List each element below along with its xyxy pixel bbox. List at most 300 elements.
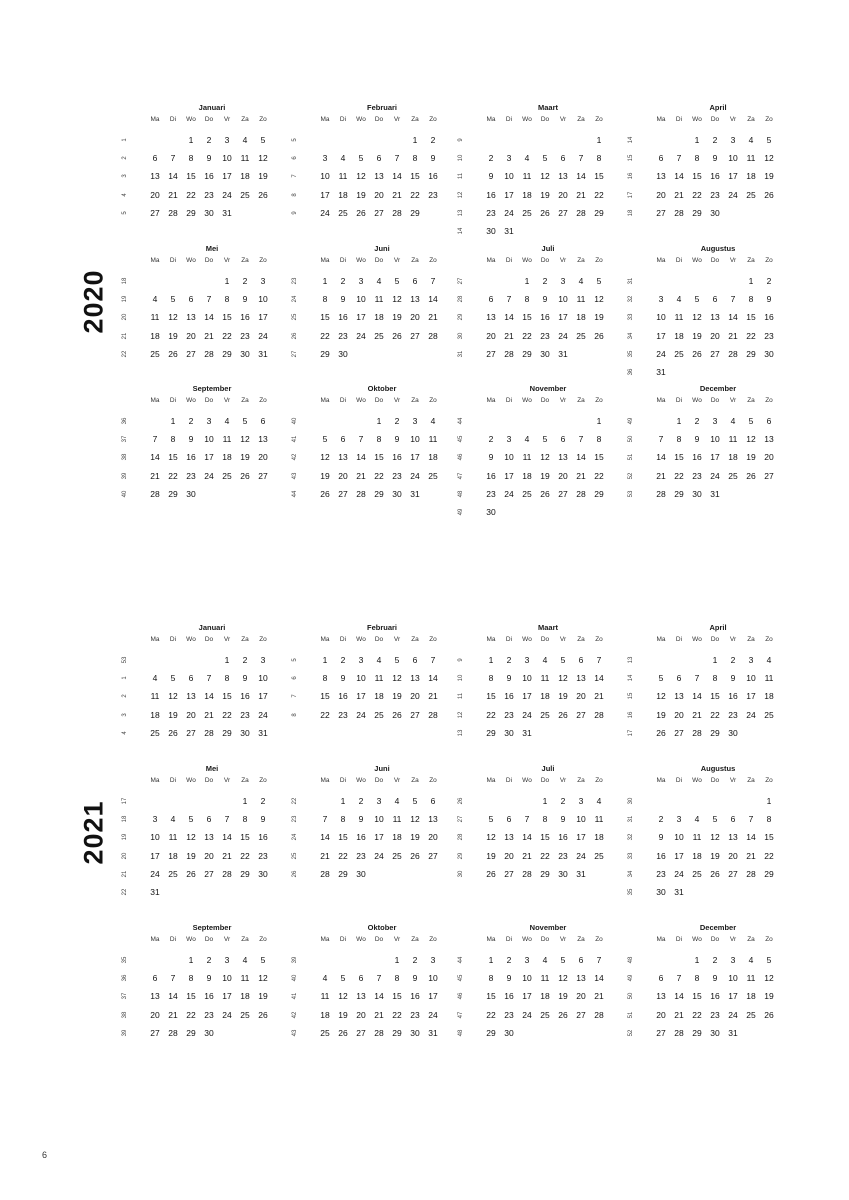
day-cell: 16 <box>710 171 720 182</box>
day-cell: 11 <box>150 691 160 702</box>
weekday-header: Vr <box>393 116 401 123</box>
weekday-header: Ma <box>656 777 666 784</box>
day-cell: 9 <box>430 153 436 164</box>
week-number: 11 <box>458 173 464 180</box>
weekday-header: Za <box>577 936 585 943</box>
day-cell: 14 <box>504 312 514 323</box>
day-cell: 14 <box>168 991 178 1002</box>
weekday-header: Wo <box>522 397 532 404</box>
day-cell: 21 <box>168 1009 178 1020</box>
day-cell: 30 <box>540 348 550 359</box>
day-cell: 6 <box>658 153 664 164</box>
day-cell: 23 <box>392 470 402 481</box>
week-number: 32 <box>628 834 634 841</box>
day-cell: 10 <box>150 832 160 843</box>
day-cell: 3 <box>430 955 436 965</box>
weekday-header: Vr <box>729 777 737 784</box>
day-cell: 22 <box>674 470 684 481</box>
day-cell: 15 <box>764 832 774 843</box>
weekday-header: Ma <box>320 936 330 943</box>
weekday-header: Vr <box>223 397 231 404</box>
day-cell: 12 <box>168 312 178 323</box>
day-cell: 27 <box>504 868 514 879</box>
day-cell: 15 <box>320 691 330 702</box>
day-cell: 17 <box>222 991 232 1002</box>
day-cell: 2 <box>488 153 494 164</box>
week-row <box>458 167 612 185</box>
day-cell: 19 <box>540 189 550 200</box>
weekday-header: Di <box>339 636 347 643</box>
week-number: 15 <box>628 693 634 700</box>
day-cell: 1 <box>242 796 248 806</box>
day-cell: 28 <box>594 709 604 720</box>
day-cell: 22 <box>186 189 196 200</box>
day-cell: 22 <box>594 189 604 200</box>
day-cell: 2 <box>206 955 212 965</box>
day-cell: 20 <box>656 1009 666 1020</box>
day-cell: 13 <box>374 171 384 182</box>
day-cell: 1 <box>596 416 602 426</box>
day-cell: 6 <box>260 416 266 426</box>
day-cell: 27 <box>410 330 420 341</box>
day-cell: 16 <box>728 691 738 702</box>
weekday-header: Za <box>577 636 585 643</box>
day-cell: 17 <box>504 189 514 200</box>
day-cell: 7 <box>206 294 212 305</box>
day-cell: 1 <box>542 796 548 806</box>
weekday-header: Ma <box>320 116 330 123</box>
day-cell: 30 <box>486 507 496 517</box>
week-number: 49 <box>628 417 634 425</box>
week-row <box>628 308 782 326</box>
weekday-header: Wo <box>522 116 532 123</box>
day-cell: 3 <box>376 796 382 806</box>
day-cell: 25 <box>674 348 684 359</box>
weekday-header: Ma <box>150 397 160 404</box>
week-number: 31 <box>628 277 634 285</box>
day-cell: 11 <box>522 452 532 463</box>
day-cell: 2 <box>242 276 248 286</box>
day-cell: 19 <box>356 189 366 200</box>
day-cell: 18 <box>576 312 586 323</box>
day-cell: 25 <box>540 1009 550 1020</box>
week-number: 30 <box>458 870 464 878</box>
day-cell: 9 <box>506 973 512 984</box>
day-cell: 11 <box>594 814 604 825</box>
day-cell: 28 <box>576 207 586 218</box>
weekday-header: Di <box>169 397 177 404</box>
day-cell: 28 <box>504 348 514 359</box>
week-number: 2 <box>122 156 128 160</box>
day-cell: 6 <box>412 276 418 286</box>
day-cell: 27 <box>656 207 666 218</box>
weekday-header: Za <box>747 116 755 123</box>
week-number: 45 <box>458 435 464 443</box>
weekday-header: Zo <box>765 936 773 943</box>
day-cell: 30 <box>204 207 214 218</box>
day-cell: 27 <box>728 868 738 879</box>
day-cell: 12 <box>186 832 196 843</box>
day-cell: 23 <box>504 709 514 720</box>
day-cell: 7 <box>224 814 230 825</box>
weekday-header: Di <box>675 116 683 123</box>
week-row <box>458 810 612 828</box>
day-cell: 17 <box>728 171 738 182</box>
day-cell: 12 <box>764 973 774 984</box>
week-row <box>628 131 782 149</box>
weekday-header: Di <box>169 257 177 264</box>
day-cell: 1 <box>412 135 418 145</box>
day-cell: 16 <box>356 832 366 843</box>
day-cell: 17 <box>258 312 268 323</box>
day-cell: 31 <box>150 887 160 897</box>
week-number: 16 <box>628 173 634 180</box>
weekday-header: Ma <box>656 936 666 943</box>
day-cell: 6 <box>152 153 158 164</box>
weekday-header: Vr <box>729 257 737 264</box>
week-number: 20 <box>122 852 128 859</box>
day-cell: 28 <box>728 348 738 359</box>
week-number: 25 <box>292 314 298 321</box>
day-cell: 6 <box>506 814 512 825</box>
day-cell: 21 <box>428 691 438 702</box>
week-row <box>628 272 782 290</box>
day-cell: 19 <box>410 832 420 843</box>
day-cell: 9 <box>712 973 718 984</box>
day-cell: 22 <box>338 850 348 861</box>
day-cell: 27 <box>374 207 384 218</box>
day-cell: 18 <box>240 171 250 182</box>
day-cell: 8 <box>712 673 718 684</box>
weekday-header: Vr <box>223 116 231 123</box>
day-cell: 22 <box>240 850 250 861</box>
day-cell: 9 <box>188 434 194 445</box>
day-cell: 17 <box>504 470 514 481</box>
weekday-header: Do <box>204 636 214 643</box>
weekday-header: Wo <box>522 777 532 784</box>
day-cell: 24 <box>558 330 568 341</box>
weekday-header: Ma <box>656 257 666 264</box>
day-cell: 16 <box>656 850 666 861</box>
day-cell: 7 <box>596 655 602 665</box>
day-cell: 8 <box>542 814 548 825</box>
day-cell: 11 <box>692 832 702 843</box>
day-cell: 1 <box>170 416 176 426</box>
week-number: 44 <box>292 490 298 498</box>
week-row <box>458 485 612 503</box>
day-cell: 6 <box>188 673 194 684</box>
day-cell: 2 <box>188 416 194 426</box>
day-cell: 7 <box>358 434 364 445</box>
week-number: 13 <box>628 656 634 664</box>
day-cell: 18 <box>428 452 438 463</box>
day-cell: 28 <box>576 488 586 499</box>
day-cell: 27 <box>150 207 160 218</box>
weekday-header: Ma <box>656 116 666 123</box>
week-row <box>122 327 276 345</box>
week-row <box>122 865 276 883</box>
weekday-header: Za <box>747 936 755 943</box>
day-cell: 15 <box>410 171 420 182</box>
day-cell: 22 <box>320 709 330 720</box>
day-cell: 11 <box>338 171 348 182</box>
week-row <box>292 687 446 705</box>
week-row <box>122 883 276 901</box>
day-cell: 24 <box>410 470 420 481</box>
week-number: 14 <box>458 227 464 235</box>
weekday-header: Wo <box>692 777 702 784</box>
day-cell: 7 <box>322 814 328 825</box>
day-cell: 14 <box>656 452 666 463</box>
day-cell: 13 <box>674 691 684 702</box>
day-cell: 29 <box>746 348 756 359</box>
weekday-header: Vr <box>393 777 401 784</box>
day-cell: 6 <box>376 153 382 164</box>
week-row <box>292 430 446 448</box>
day-cell: 1 <box>596 135 602 145</box>
week-row <box>628 167 782 185</box>
day-cell: 8 <box>596 434 602 445</box>
weekday-header: Zo <box>429 777 437 784</box>
day-cell: 21 <box>594 691 604 702</box>
day-cell: 3 <box>358 276 364 286</box>
day-cell: 3 <box>748 655 754 665</box>
day-cell: 17 <box>410 452 420 463</box>
weekday-header: Zo <box>595 636 603 643</box>
day-cell: 23 <box>486 488 496 499</box>
day-cell: 23 <box>204 1009 214 1020</box>
day-cell: 24 <box>522 1009 532 1020</box>
day-cell: 7 <box>430 276 436 286</box>
week-row <box>628 792 782 810</box>
weekday-header: Di <box>505 116 513 123</box>
day-cell: 5 <box>188 814 194 825</box>
week-number: 15 <box>628 154 634 162</box>
day-cell: 3 <box>676 814 682 825</box>
day-cell: 4 <box>730 416 736 426</box>
week-row <box>628 706 782 724</box>
day-cell: 17 <box>428 991 438 1002</box>
day-cell: 9 <box>488 171 494 182</box>
day-cell: 26 <box>540 488 550 499</box>
week-row <box>628 327 782 345</box>
day-cell: 10 <box>728 153 738 164</box>
day-cell: 22 <box>222 330 232 341</box>
week-number: 37 <box>122 435 128 443</box>
day-cell: 26 <box>764 189 774 200</box>
day-cell: 8 <box>694 153 700 164</box>
week-number: 39 <box>122 1029 128 1037</box>
day-cell: 18 <box>522 470 532 481</box>
week-row <box>122 1024 276 1042</box>
week-number: 38 <box>122 454 128 461</box>
day-cell: 27 <box>428 850 438 861</box>
weekday-header: Ma <box>486 636 496 643</box>
weekday-header: Ma <box>656 397 666 404</box>
day-cell: 22 <box>486 1009 496 1020</box>
week-number: 39 <box>122 472 128 479</box>
week-row <box>628 204 782 222</box>
weekday-header: Do <box>374 636 384 643</box>
week-row <box>292 828 446 846</box>
week-number: 18 <box>122 815 128 823</box>
day-cell: 29 <box>710 727 720 738</box>
day-cell: 24 <box>356 330 366 341</box>
day-cell: 6 <box>560 153 566 164</box>
weekday-header: Di <box>169 936 177 943</box>
day-cell: 13 <box>356 991 366 1002</box>
day-cell: 5 <box>322 434 328 445</box>
week-number: 22 <box>122 350 128 358</box>
week-row <box>628 485 782 503</box>
day-cell: 6 <box>206 814 212 825</box>
weekday-header: Wo <box>186 636 196 643</box>
day-cell: 11 <box>222 434 232 445</box>
day-cell: 31 <box>522 727 532 738</box>
week-row <box>628 651 782 669</box>
day-cell: 9 <box>242 294 248 305</box>
day-cell: 26 <box>168 348 178 359</box>
week-row <box>458 412 612 430</box>
day-cell: 30 <box>356 868 366 879</box>
day-cell: 15 <box>486 691 496 702</box>
day-cell: 29 <box>674 488 684 499</box>
day-cell: 13 <box>204 832 214 843</box>
day-cell: 8 <box>340 814 346 825</box>
day-cell: 3 <box>658 294 664 305</box>
weekday-header: Do <box>540 397 550 404</box>
day-cell: 5 <box>260 135 266 145</box>
week-number: 46 <box>458 454 464 461</box>
day-cell: 15 <box>392 991 402 1002</box>
day-cell: 25 <box>728 470 738 481</box>
day-cell: 19 <box>186 850 196 861</box>
week-number: 52 <box>628 472 634 479</box>
day-cell: 8 <box>524 294 530 305</box>
day-cell: 26 <box>356 207 366 218</box>
weekday-header: Vr <box>729 397 737 404</box>
day-cell: 18 <box>150 709 160 720</box>
weekday-header: Do <box>374 936 384 943</box>
day-cell: 29 <box>522 348 532 359</box>
week-row <box>122 430 276 448</box>
day-cell: 27 <box>558 488 568 499</box>
day-cell: 30 <box>258 868 268 879</box>
day-cell: 5 <box>412 796 418 806</box>
day-cell: 24 <box>522 709 532 720</box>
day-cell: 28 <box>674 1027 684 1038</box>
day-cell: 16 <box>240 691 250 702</box>
day-cell: 22 <box>320 330 330 341</box>
weekday-header: Vr <box>559 636 567 643</box>
weekday-header: Zo <box>595 777 603 784</box>
day-cell: 9 <box>488 452 494 463</box>
day-cell: 13 <box>504 832 514 843</box>
day-cell: 21 <box>392 189 402 200</box>
day-cell: 25 <box>150 348 160 359</box>
day-cell: 3 <box>412 416 418 426</box>
weekday-header: Di <box>169 636 177 643</box>
week-row <box>628 969 782 987</box>
day-cell: 23 <box>186 470 196 481</box>
day-cell: 21 <box>692 709 702 720</box>
day-cell: 24 <box>258 330 268 341</box>
day-cell: 27 <box>338 488 348 499</box>
day-cell: 9 <box>206 973 212 984</box>
day-cell: 18 <box>392 832 402 843</box>
day-cell: 1 <box>694 955 700 965</box>
day-cell: 16 <box>428 171 438 182</box>
day-cell: 10 <box>576 814 586 825</box>
week-number: 21 <box>122 870 128 878</box>
day-cell: 31 <box>222 207 232 218</box>
day-cell: 28 <box>692 727 702 738</box>
day-cell: 24 <box>504 488 514 499</box>
day-cell: 8 <box>596 153 602 164</box>
day-cell: 22 <box>692 1009 702 1020</box>
week-row <box>122 412 276 430</box>
day-cell: 15 <box>222 312 232 323</box>
day-cell: 7 <box>578 434 584 445</box>
day-cell: 24 <box>746 709 756 720</box>
week-number: 13 <box>458 729 464 737</box>
day-cell: 7 <box>170 153 176 164</box>
day-cell: 29 <box>764 868 774 879</box>
day-cell: 6 <box>188 294 194 305</box>
day-cell: 21 <box>320 850 330 861</box>
day-cell: 13 <box>576 973 586 984</box>
day-cell: 27 <box>656 1027 666 1038</box>
year-label: 2021 <box>78 800 109 865</box>
day-cell: 31 <box>504 226 514 236</box>
day-cell: 3 <box>560 276 566 286</box>
day-cell: 10 <box>504 171 514 182</box>
day-cell: 5 <box>170 294 176 305</box>
day-cell: 6 <box>712 294 718 305</box>
weekday-header: Wo <box>356 257 366 264</box>
day-cell: 1 <box>340 796 346 806</box>
week-row <box>628 186 782 204</box>
day-cell: 25 <box>222 470 232 481</box>
day-cell: 17 <box>356 691 366 702</box>
week-number: 43 <box>292 472 298 479</box>
weekday-header: Za <box>747 397 755 404</box>
week-row <box>628 412 782 430</box>
day-cell: 28 <box>392 207 402 218</box>
day-cell: 6 <box>152 973 158 984</box>
week-number: 39 <box>292 956 298 964</box>
week-number: 3 <box>122 712 128 717</box>
weekday-header: Zo <box>429 397 437 404</box>
week-number: 49 <box>458 508 464 516</box>
day-cell: 9 <box>766 294 772 305</box>
day-cell: 5 <box>712 814 718 825</box>
day-cell: 28 <box>320 868 330 879</box>
day-cell: 1 <box>188 135 194 145</box>
day-cell: 9 <box>260 814 266 825</box>
month-name: September <box>192 384 232 393</box>
day-cell: 23 <box>656 868 666 879</box>
day-cell: 9 <box>694 434 700 445</box>
day-cell: 13 <box>410 294 420 305</box>
day-cell: 23 <box>428 189 438 200</box>
weekday-header: Vr <box>223 636 231 643</box>
day-cell: 26 <box>186 868 196 879</box>
day-cell: 6 <box>488 294 494 305</box>
day-cell: 13 <box>486 312 496 323</box>
day-cell: 16 <box>486 470 496 481</box>
week-row <box>292 485 446 503</box>
